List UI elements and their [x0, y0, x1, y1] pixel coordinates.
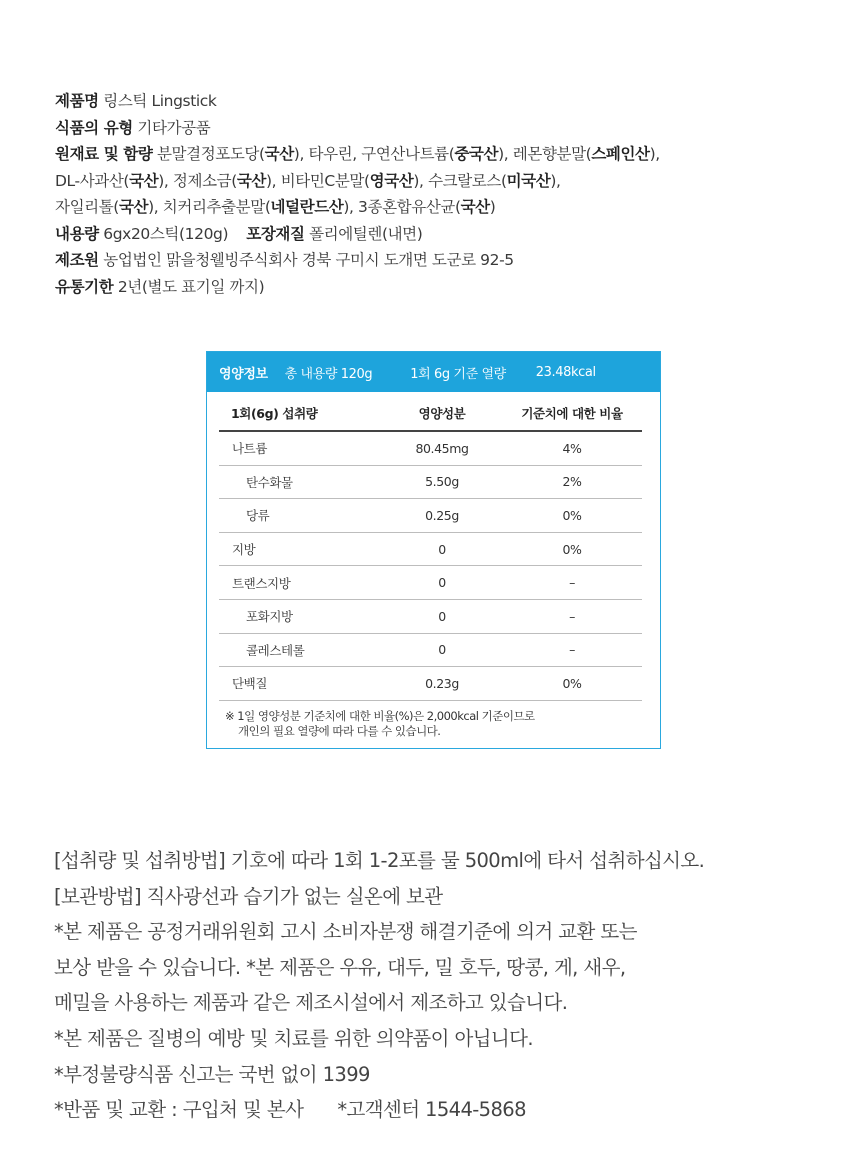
- guide-line-report: *부정불량식품 신고는 국번 없이 1399: [54, 1062, 370, 1086]
- customer-center-text: *고객센터 1544-5868: [337, 1098, 526, 1122]
- ingredient-text: ), 레몬향분말(: [498, 145, 592, 163]
- ingredient-text: ), 타우린, 구연산나트륨(: [293, 145, 455, 163]
- content-label: 내용량: [55, 224, 99, 243]
- guide-line-intake: [섭취량 및 섭취방법] 기호에 따라 1회 1-2포를 물 500ml에 타서 섭취하십시오.: [54, 849, 705, 872]
- product-name-label: 제품명: [55, 92, 99, 110]
- nutrition-row: [219, 667, 642, 701]
- nutrition-total-content: 총 내용량 120g: [284, 366, 373, 382]
- nutrition-header: [207, 352, 660, 392]
- nutrition-row: [219, 599, 642, 633]
- nutrient-amount: 0: [382, 633, 502, 667]
- guide-line-exchange-2: 보상 받을 수 있습니다. *본 제품은 우유, 대두, 밀 호두, 땅콩, 게, 새우,: [54, 955, 626, 979]
- nutrient-ratio: –: [502, 599, 642, 633]
- origin-country: 미국산: [506, 171, 551, 190]
- ingredients-line-2: [55, 168, 845, 195]
- nutrient-amount: 0.25g: [382, 499, 502, 533]
- origin-country: 국산: [236, 171, 267, 190]
- packaging-value: 폴리에틸렌(내면): [309, 224, 423, 243]
- nutrition-kcal: 23.48kcal: [535, 364, 596, 380]
- product-name-line: [55, 88, 845, 115]
- nutrition-table-body: [219, 431, 642, 700]
- nutrient-amount: 0: [382, 566, 502, 600]
- nutrient-name: 포화지방: [219, 599, 382, 633]
- origin-country: 중국산: [454, 145, 499, 163]
- origin-country: 국산: [118, 198, 149, 216]
- nutrition-row: [219, 566, 642, 600]
- nutrient-ratio: 4%: [502, 431, 642, 465]
- nutrient-name: 지방: [219, 532, 382, 566]
- nutrition-row: [219, 499, 642, 533]
- origin-country: 스페인산: [591, 145, 650, 163]
- nutrient-name: 콜레스테롤: [219, 633, 382, 667]
- nutrition-row: [219, 633, 642, 667]
- nutrient-name: 당류: [219, 499, 382, 533]
- nutrition-title: 영양정보: [219, 366, 268, 382]
- ingredients-text-2: [55, 172, 561, 190]
- nutrition-row: [219, 431, 642, 465]
- nutrient-amount: 0: [382, 532, 502, 566]
- maker-line: [55, 247, 845, 274]
- ingredient-text: 분말결정포도당(: [156, 145, 265, 163]
- guide-line-storage: [보관방법] 직사광선과 습기가 없는 실온에 보관: [54, 884, 443, 908]
- nutrition-table-header-row: [219, 396, 642, 431]
- ingredient-text: ), 치커리추출분말(: [148, 198, 271, 216]
- food-type-value: 기타가공품: [137, 118, 211, 137]
- guide-line-returns: [54, 1092, 854, 1128]
- nutrient-name: 탄수화물: [219, 465, 382, 499]
- expiry-label: 유통기한: [55, 277, 114, 296]
- nutrient-ratio: 2%: [502, 465, 642, 499]
- packaging-label: 포장재질: [246, 224, 305, 243]
- ingredients-text-3: [55, 198, 495, 216]
- nutrition-row: [219, 532, 642, 566]
- nutrient-ratio: 0%: [502, 499, 642, 533]
- nutrient-ratio: –: [502, 566, 642, 600]
- nutrient-amount: 0.23g: [382, 667, 502, 701]
- nutrient-amount: 5.50g: [382, 465, 502, 499]
- nutrition-footnote-line-1: ※ 1일 영양성분 기준치에 대한 비율(%)은 2,000kcal 기준이므로: [225, 708, 535, 723]
- ingredient-text: ),: [649, 145, 660, 163]
- origin-country: 국산: [264, 145, 294, 163]
- guide-line-allergen: 메밀을 사용하는 제품과 같은 제조시설에서 제조하고 있습니다.: [54, 991, 568, 1015]
- ingredient-text: ), 정제소금(: [158, 171, 237, 190]
- maker-value: 농업법인 맑을청웰빙주식회사 경북 구미시 도개면 도군로 92-5: [103, 251, 514, 269]
- ingredients-line-3: [55, 194, 845, 221]
- nutrient-ratio: 0%: [502, 667, 642, 701]
- nutrition-serving-label: 1회 6g 기준 열량: [410, 366, 506, 382]
- nutrient-name: 단백질: [219, 667, 382, 701]
- nutrient-name: 나트륨: [219, 431, 382, 465]
- nutrition-row: [219, 465, 642, 499]
- guide-line-exchange-1: *본 제품은 공정거래위원회 고시 소비자분쟁 해결기준에 의거 교환 또는: [54, 920, 637, 944]
- food-type-label: 식품의 유형: [55, 118, 133, 137]
- product-info: [55, 88, 845, 300]
- nutrition-footnote-line-2: 개인의 필요 열량에 따라 다를 수 있습니다.: [238, 723, 441, 738]
- column-header-nutrient: 영양성분: [382, 396, 502, 431]
- expiry-value: 2년(별도 표기일 까지): [117, 277, 265, 296]
- returns-text: *반품 및 교환 : 구입처 및 본사: [54, 1098, 304, 1122]
- food-type-line: [55, 115, 845, 142]
- product-name-value: 링스틱 Lingstick: [103, 92, 217, 110]
- nutrition-table: [219, 396, 642, 701]
- nutrition-footnote: [225, 709, 660, 739]
- nutrient-name: 트랜스지방: [219, 566, 382, 600]
- nutrient-amount: 0: [382, 599, 502, 633]
- origin-country: 국산: [460, 198, 490, 216]
- guide-line-not-medicine: *본 제품은 질병의 예방 및 치료를 위한 의약품이 아닙니다.: [54, 1026, 533, 1050]
- ingredient-text: ),: [550, 171, 561, 190]
- expiry-line: [55, 274, 845, 301]
- content-value: 6gx20스틱(120g): [103, 224, 229, 243]
- ingredients-text-1: [157, 145, 660, 163]
- ingredient-text: DL-사과산(: [55, 171, 130, 190]
- origin-country: 네덜란드산: [270, 198, 344, 216]
- ingredient-text: ), 비타민C분말(: [266, 171, 370, 190]
- ingredient-text: 자일리톨(: [55, 198, 119, 216]
- ingredients-line-1: [55, 141, 845, 168]
- nutrient-ratio: –: [502, 633, 642, 667]
- nutrition-facts-panel: [206, 351, 661, 749]
- ingredient-text: ), 3종혼합유산균(: [343, 198, 461, 216]
- nutrient-amount: 80.45mg: [382, 431, 502, 465]
- ingredient-text: ): [489, 198, 496, 216]
- ingredient-text: ), 수크랄로스(: [413, 171, 507, 190]
- ingredients-label: 원재료 및 함량: [55, 145, 153, 163]
- usage-guide: [54, 843, 854, 1128]
- nutrient-ratio: 0%: [502, 532, 642, 566]
- origin-country: 영국산: [369, 171, 414, 190]
- maker-label: 제조원: [55, 251, 99, 269]
- content-packaging-line: [55, 221, 845, 248]
- column-header-serving: 1회(6g) 섭취량: [219, 396, 382, 431]
- origin-country: 국산: [129, 171, 159, 190]
- column-header-ratio: 기준치에 대한 비율: [502, 396, 642, 431]
